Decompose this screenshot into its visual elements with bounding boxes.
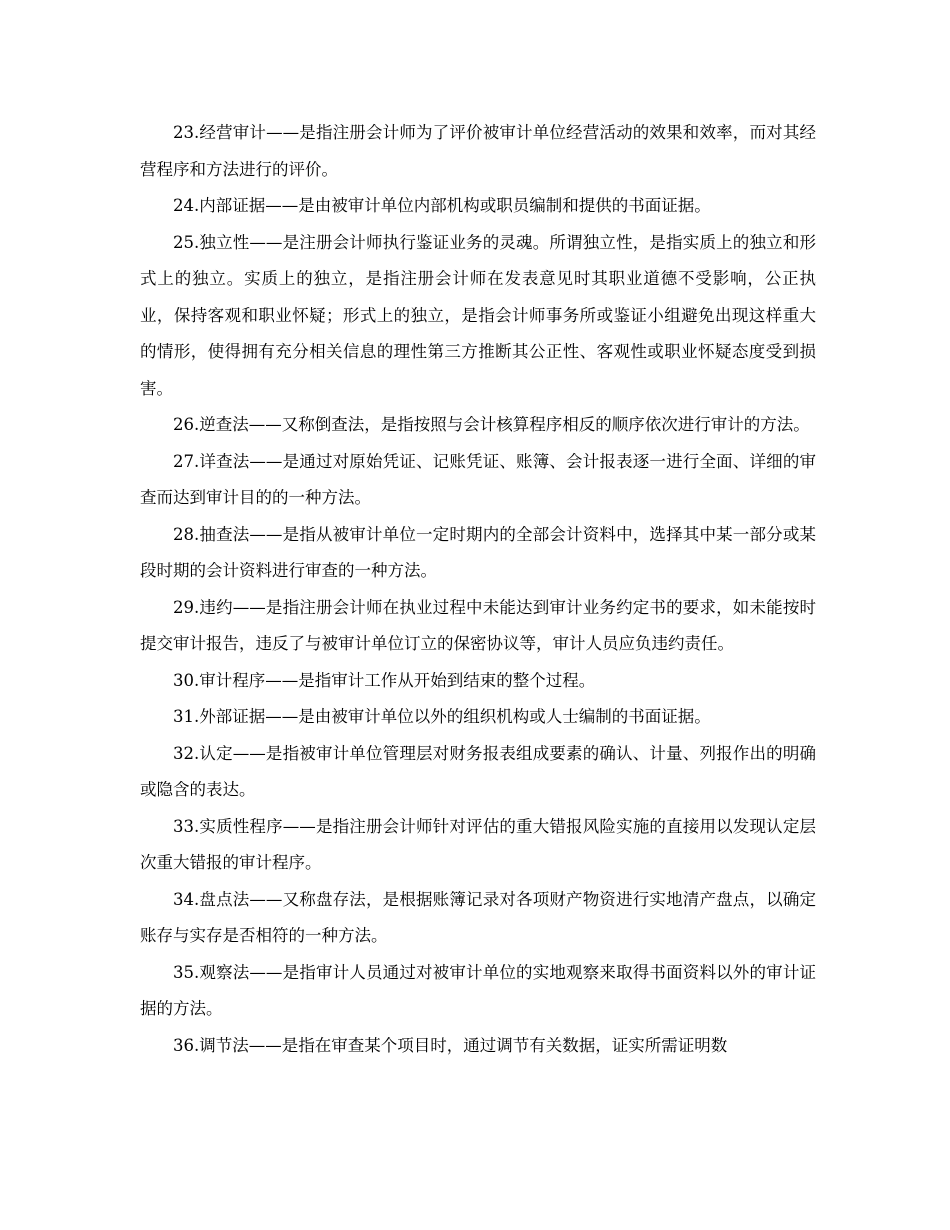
paragraph-28: 28.抽查法——是指从被审计单位一定时期内的全部会计资料中，选择其中某一部分或某段时期的会计资料进行审查的一种方法。 [140, 524, 816, 580]
paragraph-29: 29.违约——是指注册会计师在执业过程中未能达到审计业务约定书的要求，如未能按时提交审计报告，违反了与被审计单位订立的保密协议等，审计人员应负违约责任。 [140, 597, 816, 653]
paragraph-34: 34.盘点法——又称盘存法，是根据账簿记录对各项财产物资进行实地清产盘点，以确定账存与实存是否相符的一种方法。 [140, 889, 816, 945]
paragraph-33: 33.实质性程序——是指注册会计师针对评估的重大错报风险实施的直接用以发现认定层次重大错报的审计程序。 [140, 816, 816, 872]
paragraph-24: 24.内部证据——是由被审计单位内部机构或职员编制和提供的书面证据。 [173, 196, 711, 215]
paragraph-31: 31.外部证据——是由被审计单位以外的组织机构或人士编制的书面证据。 [173, 707, 711, 726]
paragraph-26: 26.逆查法——又称倒查法，是指按照与会计核算程序相反的顺序依次进行审计的方法。 [173, 415, 810, 434]
paragraph-36: 36.调节法——是指在审查某个项目时，通过调节有关数据，证实所需证明数 [173, 1035, 728, 1055]
paragraph-30: 30.审计程序——是指审计工作从开始到结束的整个过程。 [173, 670, 596, 690]
paragraph-25: 25.独立性——是注册会计师执行鉴证业务的灵魂。所谓独立性，是指实质上的独立和形式上的独立。实质上的独立，是指注册会计师在发表意见时其职业道德不受影响，公正执业，保持客观和职业怀疑；形式上的独立，是指会计师事务所或鉴证小组避免出现这样重大的情形，使得拥有充分相关信息的理性第三方推断其公正性、客观性或职业怀疑态度受到损害。 [140, 232, 816, 398]
paragraph-27: 27.详查法——是通过对原始凭证、记账凭证、账簿、会计报表逐一进行全面、详细的审查而达到审计目的的一种方法。 [140, 451, 816, 507]
paragraph-35: 35.观察法——是指审计人员通过对被审计单位的实地观察来取得书面资料以外的审计证据的方法。 [140, 962, 816, 1018]
document-page [140, 115, 816, 1064]
paragraph-23: 23.经营审计——是指注册会计师为了评价被审计单位经营活动的效果和效率，而对其经营程序和方法进行的评价。 [140, 123, 816, 179]
paragraph-32: 32.认定——是指被审计单位管理层对财务报表组成要素的确认、计量、列报作出的明确或隐含的表达。 [140, 743, 816, 799]
